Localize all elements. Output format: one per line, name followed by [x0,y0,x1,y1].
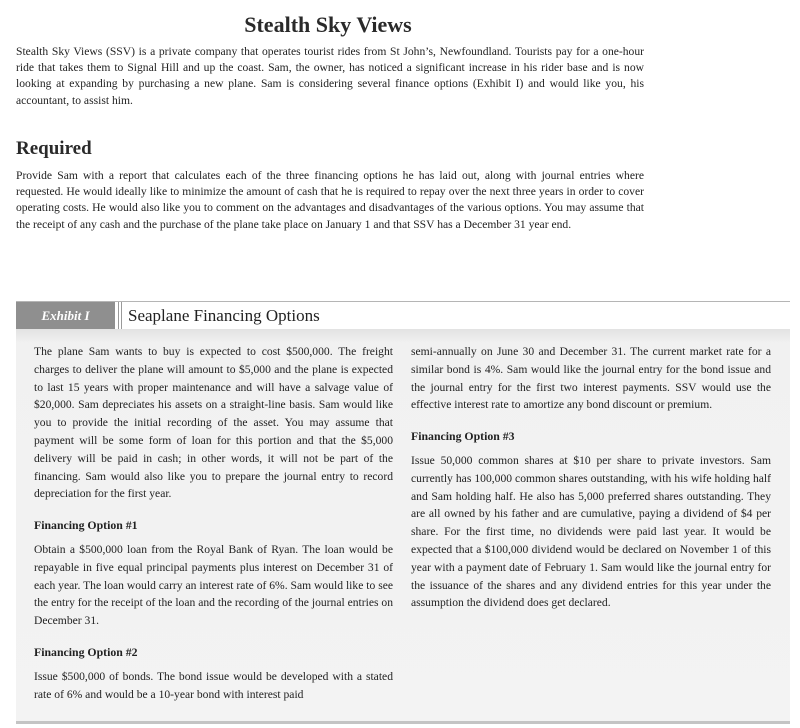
intro-paragraph: Stealth Sky Views (SSV) is a private company that operates tourist rides from St John’s, Newfoundland. Tourists pay for a one-hour ride that takes them to Signal Hill and up the coast. Sam, the owner, has noticed a significant increase in his rider base and is now looking at expanding by purchasing a new plane. Sam is considering several finance options (Exhibit I) and would like you, his accountant, to assist him. [16,45,644,107]
option2-paragraph-part1: Issue $500,000 of bonds. The bond issue would be developed with a stated rate of 6% and would be a 10-year bond with interest paid [34,669,393,701]
option1-heading: Financing Option #1 [34,518,138,533]
exhibit-right-column [411,343,771,612]
option3-paragraph: Issue 50,000 common shares at $10 per share to private investors. Sam currently has 100,000 common shares outstanding, with his wife holding half and Sam holding half. He also has 5,000 preferred shares outstanding. They are all owned by his father and are cumulative, paying a dividend of $4 per share. For the first time, no dividends were paid last year. It would be expected that a $100,000 dividend would be declared on November 1 of this year with a payment date of February 1. Sam would like the journal entry for the issuance of the shares and any dividend entries for this year under the assumption the dividend does get declared. [411,453,771,610]
option3-heading: Financing Option #3 [411,429,515,444]
exhibit-header [16,301,790,330]
required-paragraph: Provide Sam with a report that calculates each of the three financing options he has laid out, along with journal entries where requested. He would ideally like to minimize the amount of cash that he is required to repay over the next three years in order to cover operating costs. He would also like you to comment on the advantages and disadvantages of the various options. You may assume that the receipt of any cash and the purchase of the plane take place on January 1 and that SSV has a December 31 year end. [16,169,644,231]
option2-heading: Financing Option #2 [34,644,138,659]
exhibit-title: Seaplane Financing Options [128,306,320,325]
exhibit-divider [121,302,122,330]
document-title: Stealth Sky Views [244,12,412,37]
option2-paragraph-part2: semi-annually on June 30 and December 31. The current market rate for a similar bond is 4%. Sam would like the journal entry for the bond issue and the journal entry for the first two interest payments. SSV would use the effective interest rate to amortize any bond discount or premium. [411,345,771,412]
exhibit-label: Exhibit I [16,302,115,330]
option1-paragraph: Obtain a $500,000 loan from the Royal Bank of Ryan. The loan would be repayable in five equal principal payments plus interest on December 31 of each year. The loan would carry an interest rate of 6%. Sam would like to see the entry for the receipt of the loan and the recording of the journal entries on December 31. [34,542,393,628]
exhibit-divider [118,302,119,330]
exhibit-left-column [34,343,393,703]
required-heading: Required [16,138,92,159]
exhibit-intro-paragraph: The plane Sam wants to buy is expected to cost $500,000. The freight charges to deliver the plane will amount to $5,000 and the plane is expected to last 15 years with proper maintenance and will have a salvage value of $20,000. Sam depreciates his assets on a straight-line basis. Sam would like you to provide the initial recording of the asset. You may assume that payment will be some form of loan for this portion and that the $5,000 delivery will be paid in cash; in other words, it will not be part of the financing. Sam would also like you to prepare the journal entry to record depreciation for the first year. [34,345,393,501]
exhibit-body [16,329,790,724]
